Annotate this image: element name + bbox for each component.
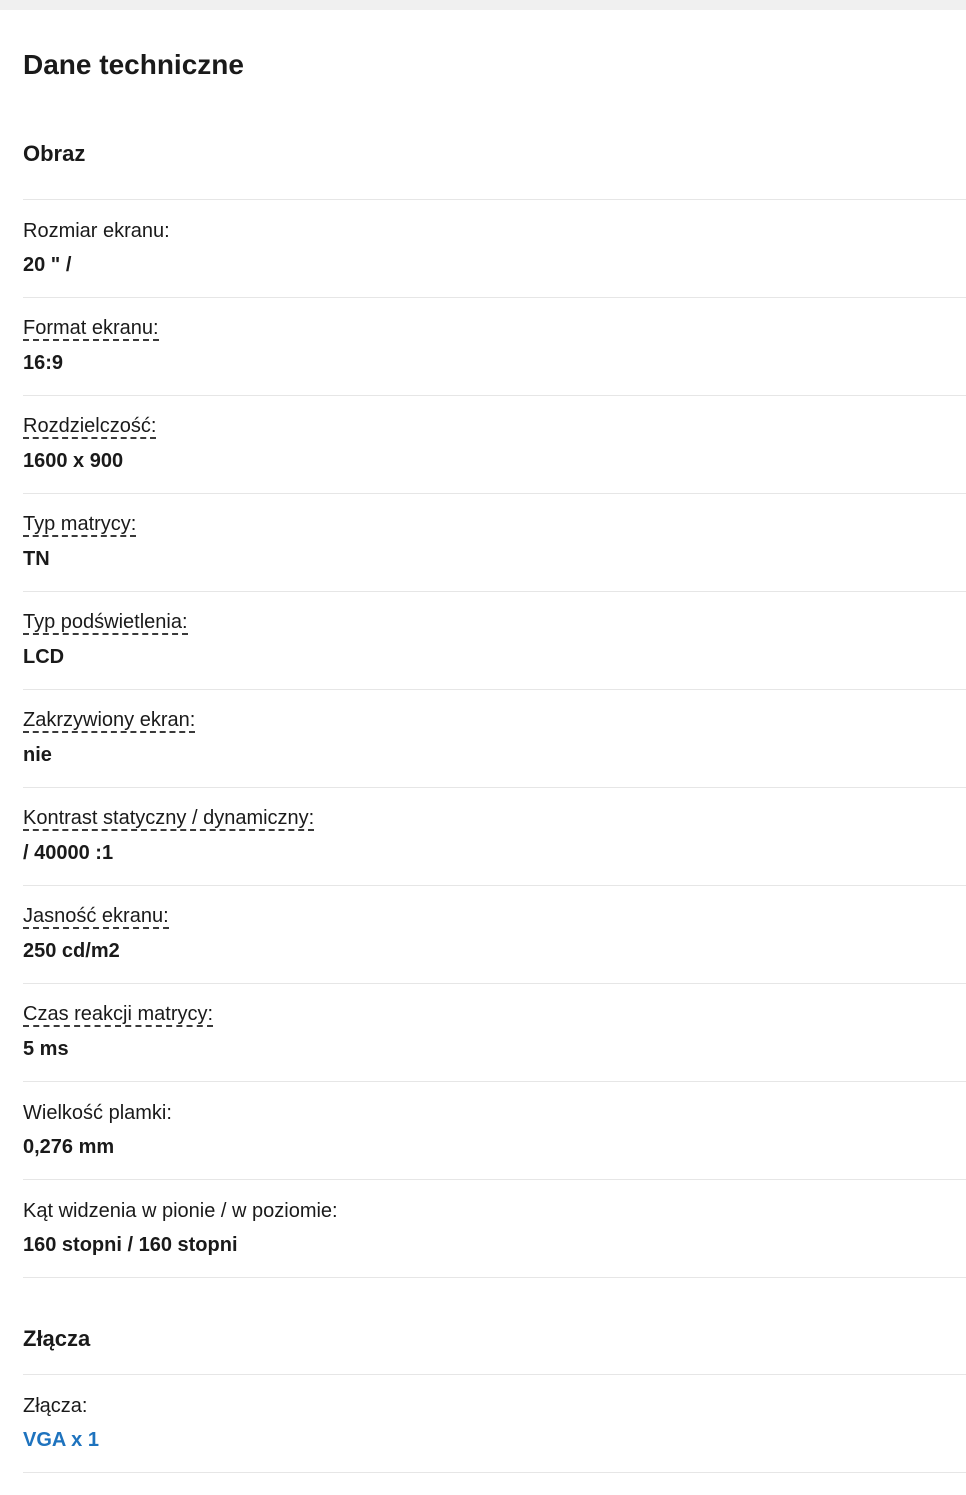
spec-label-tooltip[interactable]: Typ matrycy: [23, 513, 137, 535]
spec-row-wielkosc-plamki [23, 1082, 966, 1180]
spec-row-typ-matrycy [23, 494, 966, 592]
spec-row-format-ekranu [23, 298, 966, 396]
spec-value: 5 ms [23, 1038, 69, 1060]
spec-label-tooltip[interactable]: Rozdzielczość: [23, 415, 157, 437]
spec-label-tooltip[interactable]: Kontrast statyczny / dynamiczny: [23, 807, 315, 829]
spec-value: 160 stopni / 160 stopni [23, 1234, 238, 1256]
spec-value: 16:9 [23, 352, 64, 374]
spec-value: 20 " / [23, 254, 72, 276]
spec-value: 1600 x 900 [23, 450, 124, 472]
spec-label-tooltip[interactable]: Zakrzywiony ekran: [23, 709, 196, 731]
spec-label-tooltip[interactable]: Format ekranu: [23, 317, 159, 339]
spec-row-kat-widzenia [23, 1180, 966, 1278]
spec-label-tooltip[interactable]: Typ podświetlenia: [23, 611, 188, 633]
spec-value: nie [23, 744, 52, 766]
spec-label-tooltip[interactable]: Czas reakcji matrycy: [23, 1003, 214, 1025]
section-title-obraz: Obraz [23, 141, 86, 166]
spec-value: 250 cd/m2 [23, 940, 120, 962]
spec-value: / 40000 :1 [23, 842, 114, 864]
section-title-zlacza: Złącza [23, 1326, 91, 1351]
page-title: Dane techniczne [23, 49, 244, 80]
spec-row-czas-reakcji [23, 984, 966, 1082]
spec-row-kontrast [23, 788, 966, 886]
top-strip [0, 0, 966, 10]
spec-value: TN [23, 548, 50, 570]
spec-label: Złącza: [23, 1395, 88, 1417]
spec-value: LCD [23, 646, 65, 668]
spec-row-jasnosc-ekranu [23, 886, 966, 984]
spec-row-rozdzielczosc [23, 396, 966, 494]
spec-row-typ-podswietlenia [23, 592, 966, 690]
spec-row-zakrzywiony-ekran [23, 690, 966, 788]
spec-value: 0,276 mm [23, 1136, 115, 1158]
spec-label-tooltip[interactable]: Jasność ekranu: [23, 905, 169, 927]
spec-list-zlacza [0, 1375, 966, 1473]
section-zlacza [0, 1326, 966, 1473]
spec-label: Kąt widzenia w pionie / w poziomie: [23, 1200, 338, 1222]
spec-row-zlacza [23, 1375, 966, 1473]
spec-label: Rozmiar ekranu: [23, 220, 170, 242]
spec-row-rozmiar-ekranu [23, 200, 966, 298]
connector-link[interactable]: VGA x 1 [23, 1429, 99, 1451]
spec-label: Wielkość plamki: [23, 1102, 172, 1124]
spec-list-obraz [0, 200, 966, 1278]
section-obraz [0, 141, 966, 1278]
